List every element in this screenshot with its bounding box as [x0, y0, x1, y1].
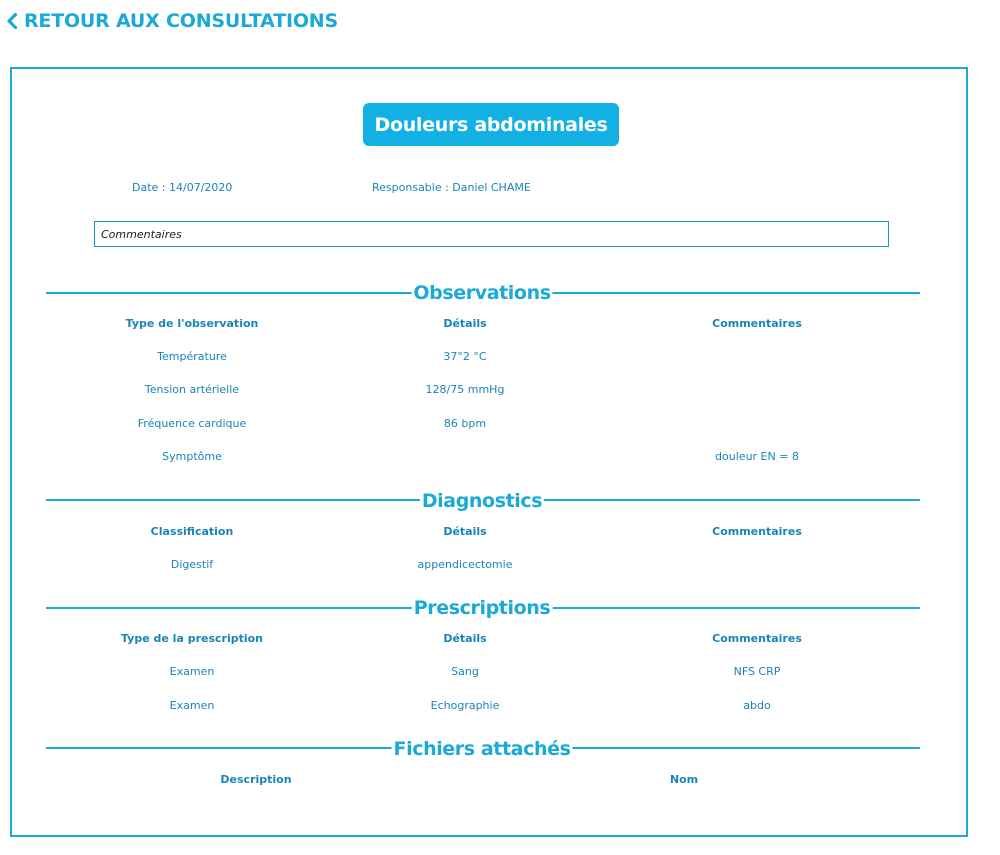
- observations-header-comments: Commentaires: [712, 317, 802, 330]
- observation-details: 86 bpm: [443, 417, 487, 430]
- prescriptions-header-type: Type de la prescription: [120, 632, 264, 645]
- prescription-comment: abdo: [743, 699, 771, 712]
- comments-input[interactable]: [94, 221, 889, 247]
- prescription-comment: NFS CRP: [733, 665, 781, 678]
- diagnostics-heading: Diagnostics: [421, 490, 543, 512]
- prescription-details: Echographie: [430, 699, 500, 712]
- prescriptions-header-details: Détails: [443, 632, 487, 645]
- consultation-title: Douleurs abdominales: [363, 103, 619, 146]
- prescriptions-heading: Prescriptions: [413, 597, 551, 619]
- attachments-header-description: Description: [220, 773, 292, 786]
- observation-type: Température: [157, 350, 227, 363]
- observation-comment: douleur EN = 8: [715, 450, 799, 463]
- consultation-panel: [10, 67, 968, 837]
- back-link-label: RETOUR AUX CONSULTATIONS: [24, 10, 338, 32]
- prescription-type: Examen: [169, 665, 215, 678]
- diagnostics-header-details: Détails: [443, 525, 487, 538]
- diagnostics-header-classification: Classification: [150, 525, 234, 538]
- observations-header-details: Détails: [443, 317, 487, 330]
- observation-details: 37°2 °C: [443, 350, 487, 363]
- diagnostics-header-comments: Commentaires: [712, 525, 802, 538]
- observation-details: 128/75 mmHg: [425, 383, 505, 396]
- prescription-details: Sang: [451, 665, 479, 678]
- back-to-consultations-link[interactable]: [6, 8, 338, 34]
- prescriptions-header-comments: Commentaires: [712, 632, 802, 645]
- attachments-header-name: Nom: [669, 773, 699, 786]
- diagnostic-classification: Digestif: [170, 558, 214, 571]
- prescription-type: Examen: [169, 699, 215, 712]
- observation-type: Symptôme: [162, 450, 222, 463]
- consultation-responsible: Responsable : Daniel CHAME: [372, 181, 531, 194]
- attachments-heading: Fichiers attachés: [393, 738, 571, 760]
- diagnostic-details: appendicectomie: [417, 558, 513, 571]
- observation-type: Tension artérielle: [144, 383, 240, 396]
- consultation-date: Date : 14/07/2020: [132, 181, 233, 194]
- chevron-left-icon: [6, 13, 18, 29]
- observation-type: Fréquence cardique: [137, 417, 247, 430]
- observations-heading: Observations: [413, 282, 551, 304]
- observations-header-type: Type de l'observation: [125, 317, 259, 330]
